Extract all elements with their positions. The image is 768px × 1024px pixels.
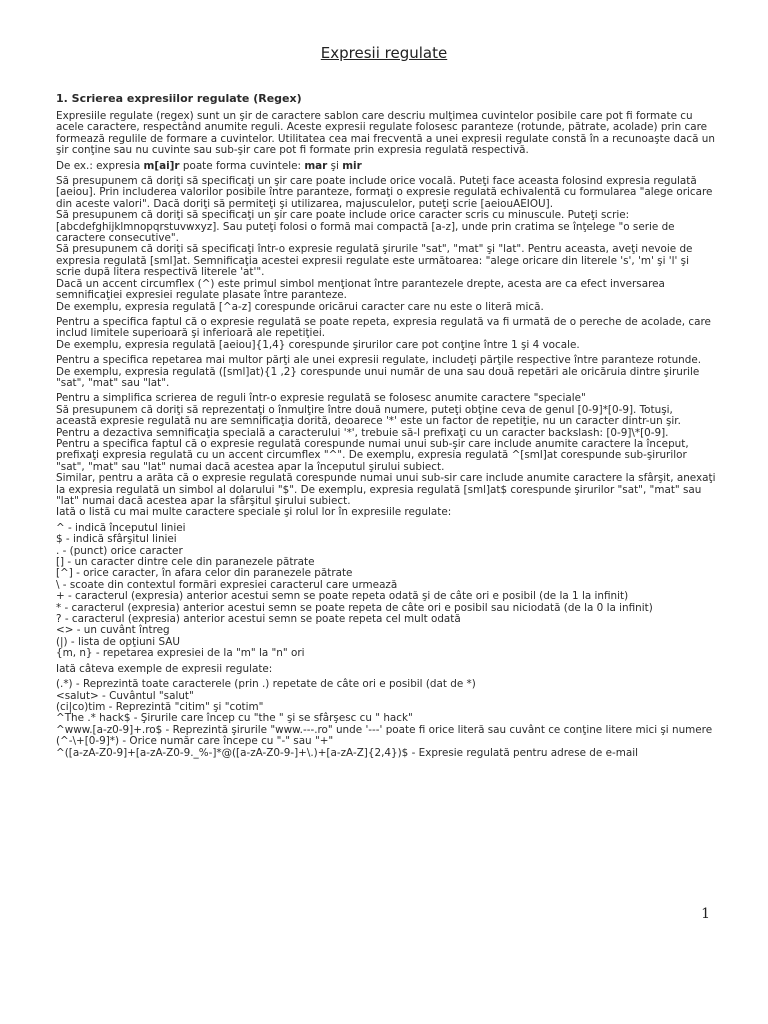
list-item: ^The .* hack$ - Şirurile care încep cu "the " şi se sfârşesc cu " hack" xyxy=(56,712,413,725)
list-item: $ - indică sfârşitul liniei xyxy=(56,533,177,546)
list-item: {m, n} - repetarea expresiei de la "m" la "n" ori xyxy=(56,647,305,660)
intro-paragraph: Expresiile regulate (regex) sunt un şir de caractere sablon care descriu mulţimea cuvintelor posibile care pot fi formate cu acele caractere, respectând anumite reguli. Aceste expresii regulate folosesc paranteze (rotunde, pătrate, acolade) prin care formează regulile de formare a cuvintelor. Utilitatea cea mai frecventă a unei expresii regulate constă în a recunoaşte dacă un şir conţine sau nu cuvinte sau sub-şir care pot fi formate prin expresia regulată respectivă. xyxy=(56,110,715,157)
list-item: ^www.[a-z0-9]+.ro$ - Reprezintă şirurile "www.---.ro" unde '---' poate fi orice literă sau cuvânt ce conţine litere mici şi numere xyxy=(56,723,713,736)
list-item: + - caracterul (expresia) anterior acestui semn se poate repeta odată şi de câte ori e posibil (de la 1 la infinit) xyxy=(56,590,629,603)
examples-intro: Iată câteva exemple de expresii regulate: xyxy=(56,662,273,675)
circumflex-example: De exemplu, expresia regulată [^a-z] corespunde oricărui caracter care nu este o literă mică. xyxy=(56,300,544,313)
repeat-paragraph: Pentru a specifica faptul că o expresie regulată se poate repeta, expresia regulată va fi urmată de o pereche de acolade, care includ limitele superioară şi inferioară ale repetiţiei. xyxy=(56,315,711,340)
document-body xyxy=(56,92,716,763)
example-and: şi xyxy=(327,159,343,172)
list-item: (^-\+[0-9]*) - Orice număr care începe cu "-" sau "+" xyxy=(56,735,334,748)
section-heading: 1. Scrierea expresiilor regulate (Regex) xyxy=(56,92,302,105)
line-end-paragraph: Similar, pentru a arăta că o expresie regulată corespunde numai unui sub-sir care include anumite caractere la sfârşit, anexaţi la expresia regulată un simbol al dolarului "$". De exemplu, expresia regulată [sml]at$ corespunde şirurilor "sat", "mat" sau "lat" numai dacă acestea apar la sfârşitul şirului subiect. xyxy=(56,472,716,507)
lowercase-paragraph: Să presupunem că doriţi să specificaţi un şir care poate include orice caracter scris cu minuscule. Puteţi scrie: [abcdefghijklmnopqrstuvwxyz]. Sau puteţi folosi o formă mai compactă [a-z], unde prin cratima se înţelege "o serie de caractere consecutive". xyxy=(56,209,675,245)
repeat-example: De exemplu, expresia regulată [aeiou]{1,4} corespunde şirurilor care pot conţine între 1 şi 4 vocale. xyxy=(56,338,580,351)
document-title: Expresii regulate xyxy=(320,44,448,62)
multiplication-paragraph: Să presupunem că doriţi să reprezentaţi o înmulţire între două numere, puteţi obţine ceva de genul [0-9]*[0-9]. Totuşi, această expresie regulată nu are semnificaţia dorită, deoarece '*' este un factor de repetiţie, nu un caracter dintr-un şir. Pentru a dezactiva semnificaţia specială a caracterului '*', trebuie să-l prefixaţi cu un caracter backslash: [0-9]\*[0-9]. xyxy=(56,403,681,439)
list-item: \ - scoate din contextul formări expresiei caracterul care urmează xyxy=(56,578,398,591)
example-word-2: mir xyxy=(342,159,362,172)
list-item: * - caracterul (expresia) anterior acestui semn se poate repeta de câte ori e posibil sau niciodată (de la 0 la infinit) xyxy=(56,601,653,614)
multi-part-example: De exemplu, expresia regulată ([sml]at){1 ,2} corespunde unui număr de una sau două repetări ale oricăruia dintre şirurile "sat", "mat" sau "lat". xyxy=(56,365,700,389)
multi-part-paragraph: Pentru a specifica repetarea mai multor părţi ale unei expresii regulate, includeţi părţile respective între paranteze rotunde. xyxy=(56,354,702,367)
example-line xyxy=(56,161,716,172)
list-item: ? - caracterul (expresia) anterior acestui semn se poate repeta cel mult odată xyxy=(56,613,461,626)
list-item: <> - un cuvânt întreg xyxy=(56,624,170,637)
list-item: ^ - indică începutul liniei xyxy=(56,521,186,534)
line-start-paragraph: Pentru a specifica faptul că o expresie regulată corespunde numai unui sub-şir care include anumite caractere la început, prefixaţi expresia regulată cu un accent circumflex "^". De exemplu, expresia regulată ^[sml]at corespunde sub-şirurilor "sat", "mat" sau "lat" numai dacă acestea apar la începutul şirului subiect. xyxy=(56,437,689,473)
example-word-1: mar xyxy=(304,159,328,172)
vowels-paragraph: Să presupunem că doriţi să specificaţi un şir care poate include orice vocală. Puteţi face aceasta folosind expresia regulată [aeiou]. Prin includerea valorilor posibile între paranteze, formaţi o expresie regulată echivalentă cu formularea "alege oricare din aceste valori". Dacă doriţi să permiteţi şi utilizarea, majusculelor, puteţi scrie [aeiouAEIOU]. xyxy=(56,175,713,210)
special-chars-paragraph: Pentru a simplifica scrierea de reguli într-o expresie regulată se folosesc anumite caractere "speciale" xyxy=(56,392,586,405)
special-chars-list xyxy=(56,523,716,660)
list-item: [] - un caracter dintre cele din paranezele pătrate xyxy=(56,556,315,569)
example-middle: poate forma cuvintele: xyxy=(179,159,305,172)
list-item: (.*) - Reprezintă toate caracterele (prin .) repetate de câte ori e posibil (dat de *) xyxy=(56,678,476,691)
list-item: . - (punct) orice caracter xyxy=(56,544,183,557)
examples-list xyxy=(56,679,716,759)
page-number: 1 xyxy=(701,906,710,922)
circumflex-paragraph: Dacă un accent circumflex (^) este primul simbol menţionat între parantezele drepte, acesta are ca efect inversarea semnificaţiei expresiei regulate plasate între paranteze. xyxy=(56,277,665,302)
list-item: ^([a-zA-Z0-9]+[a-zA-Z0-9._%-]*@([a-zA-Z0-9-]+\.)+[a-zA-Z]{2,4})$ - Expresie regulată pentru adrese de e-mail xyxy=(56,746,638,759)
example-expression: m[ai]r xyxy=(143,159,180,172)
special-list-intro: Iată o listă cu mai multe caractere speciale şi rolul lor în expresiile regulate: xyxy=(56,506,452,519)
list-item: (|) - lista de opţiuni SAU xyxy=(56,635,180,648)
example-prefix: De ex.: expresia xyxy=(56,159,144,172)
list-item: <salut> - Cuvântul "salut" xyxy=(56,689,194,702)
sml-paragraph: Să presupunem că doriţi să specificaţi într-o expresie regulată şirurile "sat", "mat" şi "lat". Pentru aceasta, aveţi nevoie de expresia regulată [sml]at. Semnificaţia acestei expresii regulate este următoarea: "alege oricare din literele 's', 'm' şi 'l' şi scrie după litera respectivă literele 'at'". xyxy=(56,243,693,279)
list-item: (ci|co)tim - Reprezintă "citim" şi "cotim" xyxy=(56,700,264,713)
list-item: [^] - orice caracter, în afara celor din paranezele pătrate xyxy=(56,567,353,580)
